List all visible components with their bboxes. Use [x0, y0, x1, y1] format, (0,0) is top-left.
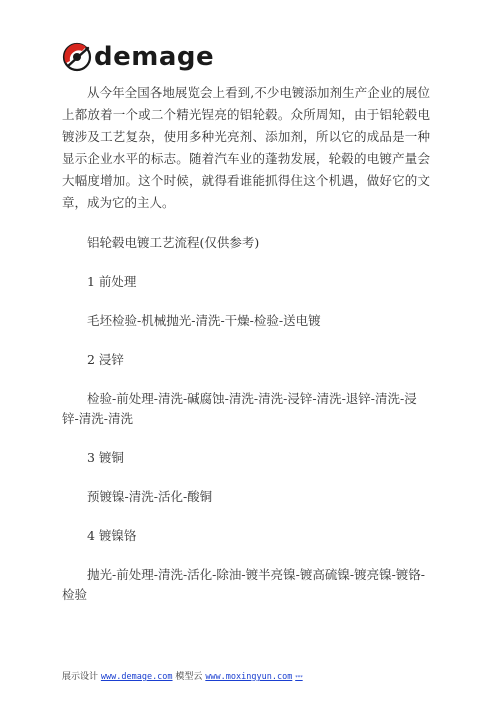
brand-logo[interactable]	[62, 40, 214, 74]
section-heading: 1 前处理	[87, 274, 137, 289]
footer-link-moxingyun[interactable]: www.moxingyun.com	[205, 672, 293, 682]
section-steps: 抛光-前处理-清洗-活化-除油-镀半亮镍-镀高硫镍-镀亮镍-镀铬-检验	[62, 567, 426, 602]
section-heading: 3 镀铜	[87, 450, 124, 465]
intro-paragraph: 从今年全国各地展览会上看到,不少电镀添加剂生产企业的展位上都放着一个或二个精光锃亮的铝轮毂。众所周知，由于铝轮毂电镀涉及工艺复杂，使用多种光亮剂、添加剂，所以它的成品是一种显示企业水平的标志。随着汽车业的蓬勃发展，轮毂的电镀产量会大幅度增加。这个时候，就得看谁能抓得住这个机遇，做好它的文章，成为它的主人。	[62, 85, 430, 210]
page-footer	[62, 669, 303, 682]
section-steps: 检验-前处理-清洗-碱腐蚀-清洗-清洗-浸锌-清洗-退锌-清洗-浸锌-清洗-清洗	[62, 391, 417, 426]
document-body	[62, 82, 430, 605]
footer-label-design: 展示设计	[62, 672, 99, 682]
demage-logo-icon	[62, 42, 92, 72]
footer-label-model: 模型云	[175, 672, 203, 682]
section-heading: 2 浸锌	[87, 352, 124, 367]
section-heading: 4 镀镍铬	[87, 528, 137, 543]
logo-text: demage	[94, 42, 215, 72]
section-steps: 预镀镍-清洗-活化-酸铜	[87, 489, 213, 504]
footer-link-demage[interactable]: www.demage.com	[100, 672, 173, 682]
footer-link-extra[interactable]: ***	[295, 675, 303, 681]
section-steps: 毛坯检验-机械抛光-清洗-干燥-检验-送电镀	[87, 313, 321, 328]
process-title: 铝轮毂电镀工艺流程(仅供参考)	[87, 235, 260, 250]
